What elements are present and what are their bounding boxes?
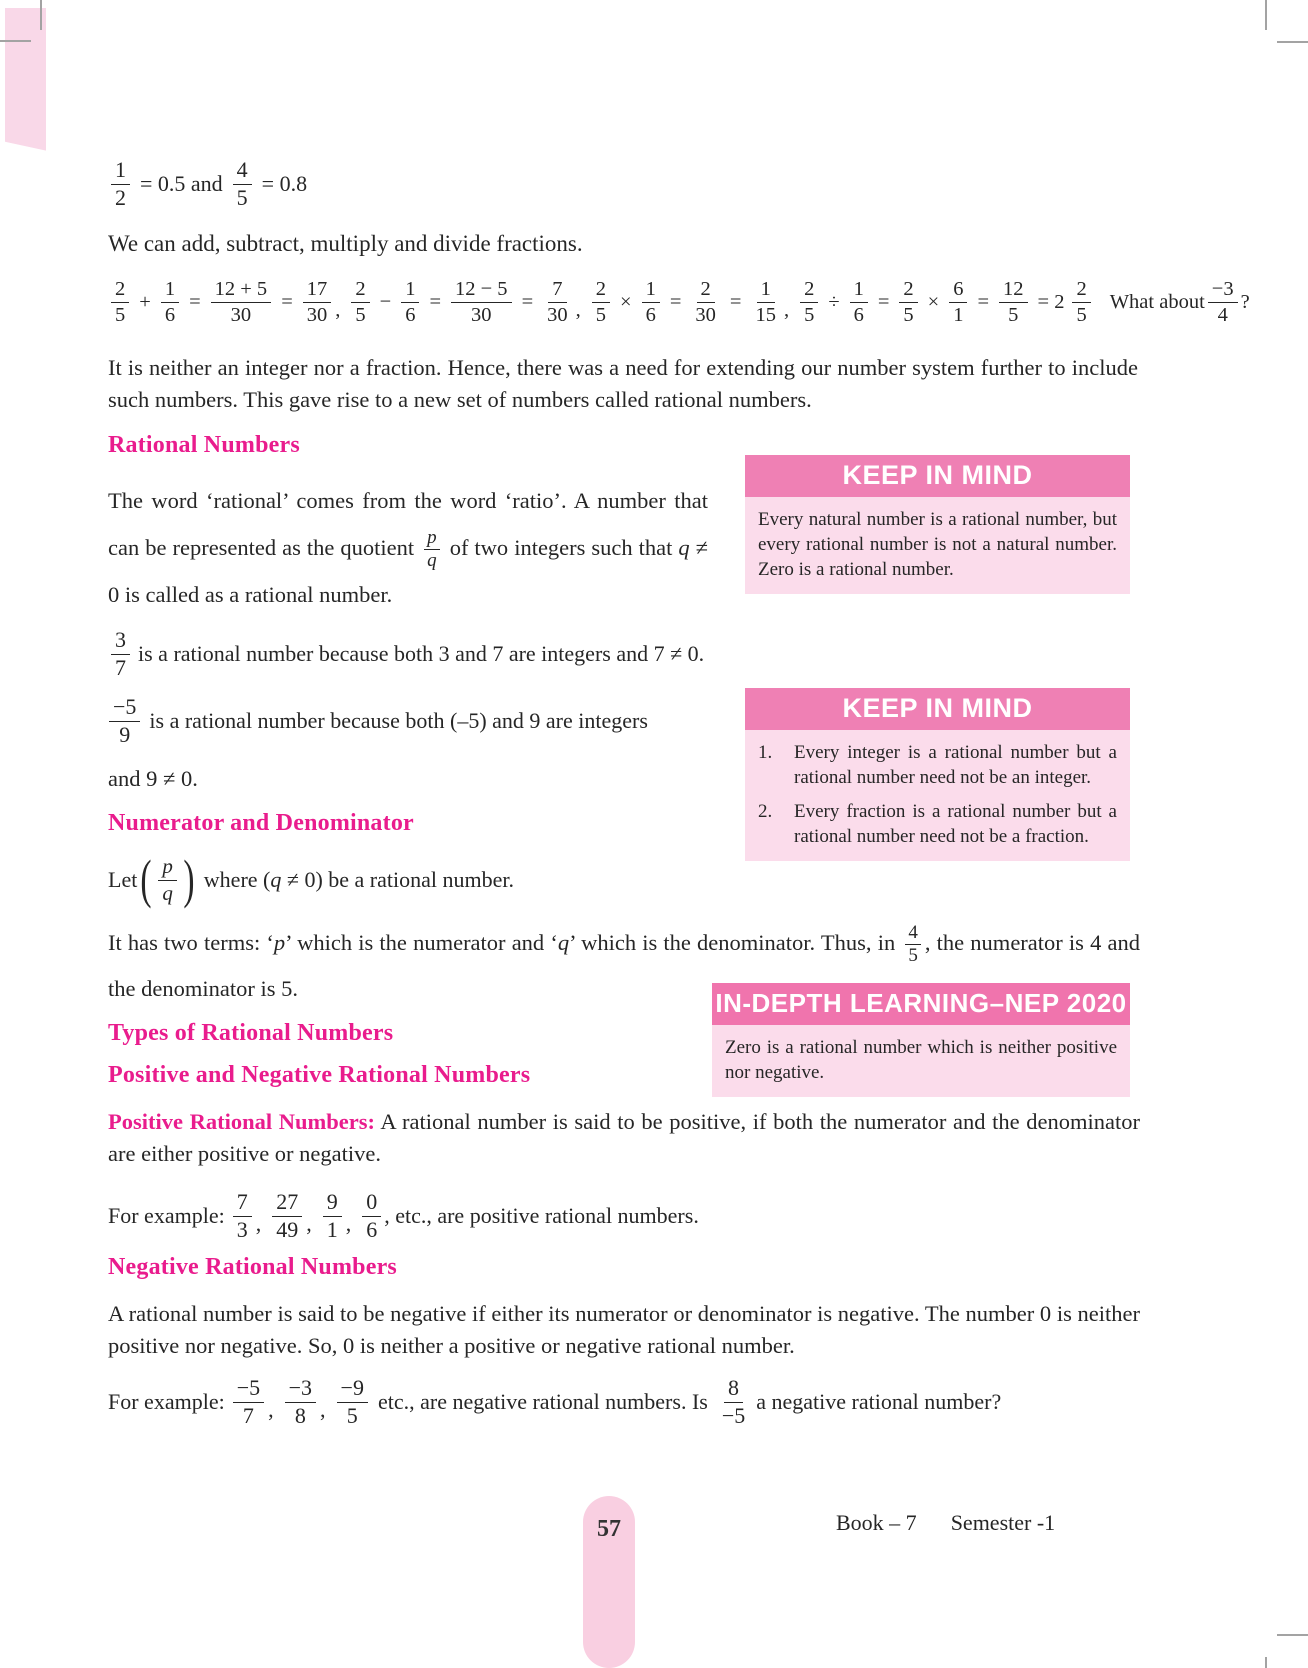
example-label: For example: (108, 1203, 225, 1229)
question-text: What about (1109, 290, 1205, 313)
in-depth-learning-body: Zero is a rational number which is neither positive nor negative. (712, 1025, 1130, 1097)
para-text: A rational number is said to be positive, if both the numerator and the denominator are either positive or negative. (108, 1109, 1140, 1167)
corner-tab (5, 8, 46, 155)
math-positive-examples (108, 1190, 699, 1242)
variable-q: q (557, 930, 570, 955)
para-text: of two integers such that (449, 534, 673, 560)
times-operator: × (620, 290, 632, 313)
para-operations: We can add, subtract, multiply and divide fractions. (108, 231, 583, 256)
fraction: 0 6 (362, 1190, 381, 1242)
fraction: $\frac{7}{30}$ (547, 278, 568, 326)
fraction: 7 3 (233, 1190, 252, 1242)
keep-in-mind-body (745, 730, 1130, 861)
plus-operator: + (139, 290, 151, 313)
math-fraction-operations (108, 278, 1250, 327)
math-text: ≠ 0) be a rational number. (281, 867, 514, 893)
fraction: −5 7 (233, 1376, 264, 1428)
fraction: 2 5 (351, 278, 369, 327)
fraction: $\frac{2}{30}$ (695, 278, 716, 326)
math-text: where ( (203, 867, 271, 893)
para-text: It has two terms: ‘ (108, 930, 274, 955)
example-text: is a rational number because both (–5) and 9 are integers (149, 708, 648, 734)
fraction: 27 49 (272, 1190, 302, 1242)
fraction: $\frac{6}{1}$ (949, 278, 967, 327)
heading-numerator-denominator: Numerator and Denominator (108, 810, 414, 836)
footer-semester-label: Semester -1 (950, 1510, 1056, 1535)
list-number: 2. (758, 801, 773, 823)
fraction: $\frac{1}{6}$ (161, 278, 179, 327)
para-positive-rational (108, 1106, 1140, 1170)
equals-operator: = (729, 290, 742, 313)
math-text (204, 867, 514, 893)
crop-mark-top-right-vertical (1265, 0, 1267, 30)
fraction: 8 −5 (721, 1375, 746, 1428)
fraction: $\frac{1}{6}$ (850, 278, 868, 327)
math-example-minus-five-ninths (106, 695, 648, 747)
comma: , (345, 1211, 352, 1237)
keep-in-mind-box-1 (745, 455, 1130, 594)
math-decimal-examples (108, 158, 314, 210)
para-text: The word ‘rational’ comes from the word ‘ratio’. A number that can be represented as the quotient (108, 488, 708, 560)
comma: , (320, 1397, 326, 1423)
comma: , (268, 1397, 274, 1423)
equals-operator: = (429, 290, 441, 313)
fraction: $\frac{2}{5}$ (800, 278, 818, 327)
keep-in-mind-body: Every natural number is a rational number, but every rational number is not a natural number. Zero is a rational number. (745, 497, 1130, 594)
equals-operator: = (281, 290, 293, 313)
equals-whole-number: = 2 (1037, 290, 1065, 313)
comma: , (306, 1211, 312, 1237)
para-need-for-rationals: It is neither an integer nor a fraction. Hence, there was a need for extending our number system further to include such numbers. This gave rise to a new set of numbers called rational numbers. (108, 355, 1138, 413)
page-number-pill (583, 1496, 635, 1668)
heading-types-of-rational-numbers: Types of Rational Numbers (108, 1020, 394, 1046)
fraction: $\frac{1}{2}$ (111, 158, 130, 210)
in-depth-learning-box (712, 983, 1130, 1097)
para-negative-rational: A rational number is said to be negative if either its numerator or denominator is negative. The number 0 is neither positive nor negative. So, 0 is neither a positive or negative rational number. (108, 1301, 1140, 1359)
fraction: $\frac{1}{15}$ (755, 278, 776, 326)
fraction: −3 8 (285, 1376, 316, 1428)
math-text: Let (108, 867, 138, 893)
comma: , (783, 298, 790, 321)
math-negative-examples (108, 1376, 1001, 1428)
equals-operator: = (521, 290, 534, 313)
example-text: etc., are negative rational numbers. Is (377, 1389, 708, 1415)
times-operator: × (927, 290, 940, 313)
keep-in-mind-title: KEEP IN MIND (745, 688, 1130, 730)
equals-operator: = (669, 290, 682, 313)
para-rational-definition (108, 478, 708, 618)
crop-mark-bottom-right-vertical (1265, 1657, 1267, 1668)
comma: , (255, 1211, 262, 1237)
divide-operator: ÷ (828, 290, 840, 313)
in-depth-learning-title: IN-DEPTH LEARNING–NEP 2020 (712, 983, 1130, 1025)
example-text: , etc., are positive rational numbers. (384, 1203, 699, 1229)
question-mark: ? (1240, 290, 1250, 313)
list-text: Every fraction is a rational number but a rational number need not be a fraction. (794, 801, 1117, 848)
variable-p: p (273, 930, 286, 955)
fraction: $\frac{p}{q}$ (424, 528, 440, 571)
fraction: 3 7 (111, 628, 130, 680)
example-label: For example: (108, 1389, 225, 1415)
close-paren: ) (183, 849, 195, 910)
page-number: 57 (597, 1516, 621, 1542)
equals-operator: = (189, 290, 201, 313)
fraction: $\frac{17}{30}$ (303, 278, 332, 327)
list-item (758, 799, 1117, 849)
list-text: Every integer is a rational number but a rational number need not be an integer. (794, 742, 1117, 789)
heading-rational-numbers: Rational Numbers (108, 432, 300, 458)
list-number: 1. (758, 742, 773, 763)
footer-book-label: Book – 7 (836, 1510, 917, 1535)
equals-operator: = (877, 290, 890, 313)
para-and-nine-not-zero: and 9 ≠ 0. (108, 766, 198, 791)
fraction: $\frac{12 + 5}{30}$ (211, 278, 272, 327)
crop-mark-top-right-horizontal (1277, 41, 1308, 43)
crop-mark-bottom-right-horizontal (1277, 1634, 1308, 1636)
heading-negative-rational-numbers: Negative Rational Numbers (108, 1254, 397, 1280)
fraction: $\frac{2}{5}$ (592, 278, 610, 327)
fraction: $\frac{2}{5}$ (899, 278, 917, 327)
fraction: $\frac{12}{5}$ (999, 278, 1028, 327)
open-paren: ( (140, 849, 152, 910)
math-text: = 0.5 and (140, 171, 223, 197)
keep-in-mind-title: KEEP IN MIND (745, 455, 1130, 497)
para-text: ’ which is the numerator and ‘ (285, 930, 558, 955)
para-text: ≠ 0 is called as a rational number. (108, 534, 709, 607)
math-let-p-over-q (108, 849, 514, 910)
variable-q: q (678, 534, 690, 560)
fraction: $\frac{12 - 5}{30}$ (451, 278, 512, 327)
para-text: ’ which is the denominator. Thus, in (569, 930, 896, 955)
fraction: 2 5 (1072, 278, 1090, 327)
keep-in-mind-box-2 (745, 688, 1130, 861)
fraction: −3 4 (1208, 278, 1238, 327)
fraction: $\frac{1}{6}$ (401, 278, 419, 327)
heading-positive-and-negative: Positive and Negative Rational Numbers (108, 1062, 531, 1088)
example-text: a negative rational number? (756, 1389, 1002, 1415)
crop-mark-top-left-horizontal (0, 40, 31, 42)
minus-operator: − (379, 290, 392, 313)
fraction: $\frac{4}{5}$ (905, 923, 921, 966)
comma: , (335, 298, 341, 321)
comma: , (575, 298, 581, 321)
crop-mark-top-left-vertical (40, 0, 42, 30)
math-example-three-sevenths (108, 628, 704, 680)
list-item (758, 740, 1117, 790)
fraction: 9 1 (323, 1190, 342, 1242)
fraction: 2 5 (111, 278, 129, 327)
variable-q: q (270, 867, 282, 893)
inline-heading-positive-rational: Positive Rational Numbers: (108, 1109, 375, 1134)
para-text: , the numerator is 4 and the denominator is 5. (108, 930, 1141, 1002)
fraction: $\frac{1}{6}$ (642, 278, 660, 327)
fraction: −5 9 (109, 695, 140, 747)
equals-operator: = (977, 290, 990, 313)
fraction: $\frac{4}{5}$ (233, 158, 252, 210)
footer (836, 1510, 1055, 1536)
math-text: = 0.8 (261, 171, 308, 197)
example-text: is a rational number because both 3 and 7 are integers and 7 ≠ 0. (138, 641, 705, 667)
fraction: p q (158, 855, 177, 905)
fraction: −9 5 (337, 1376, 368, 1428)
